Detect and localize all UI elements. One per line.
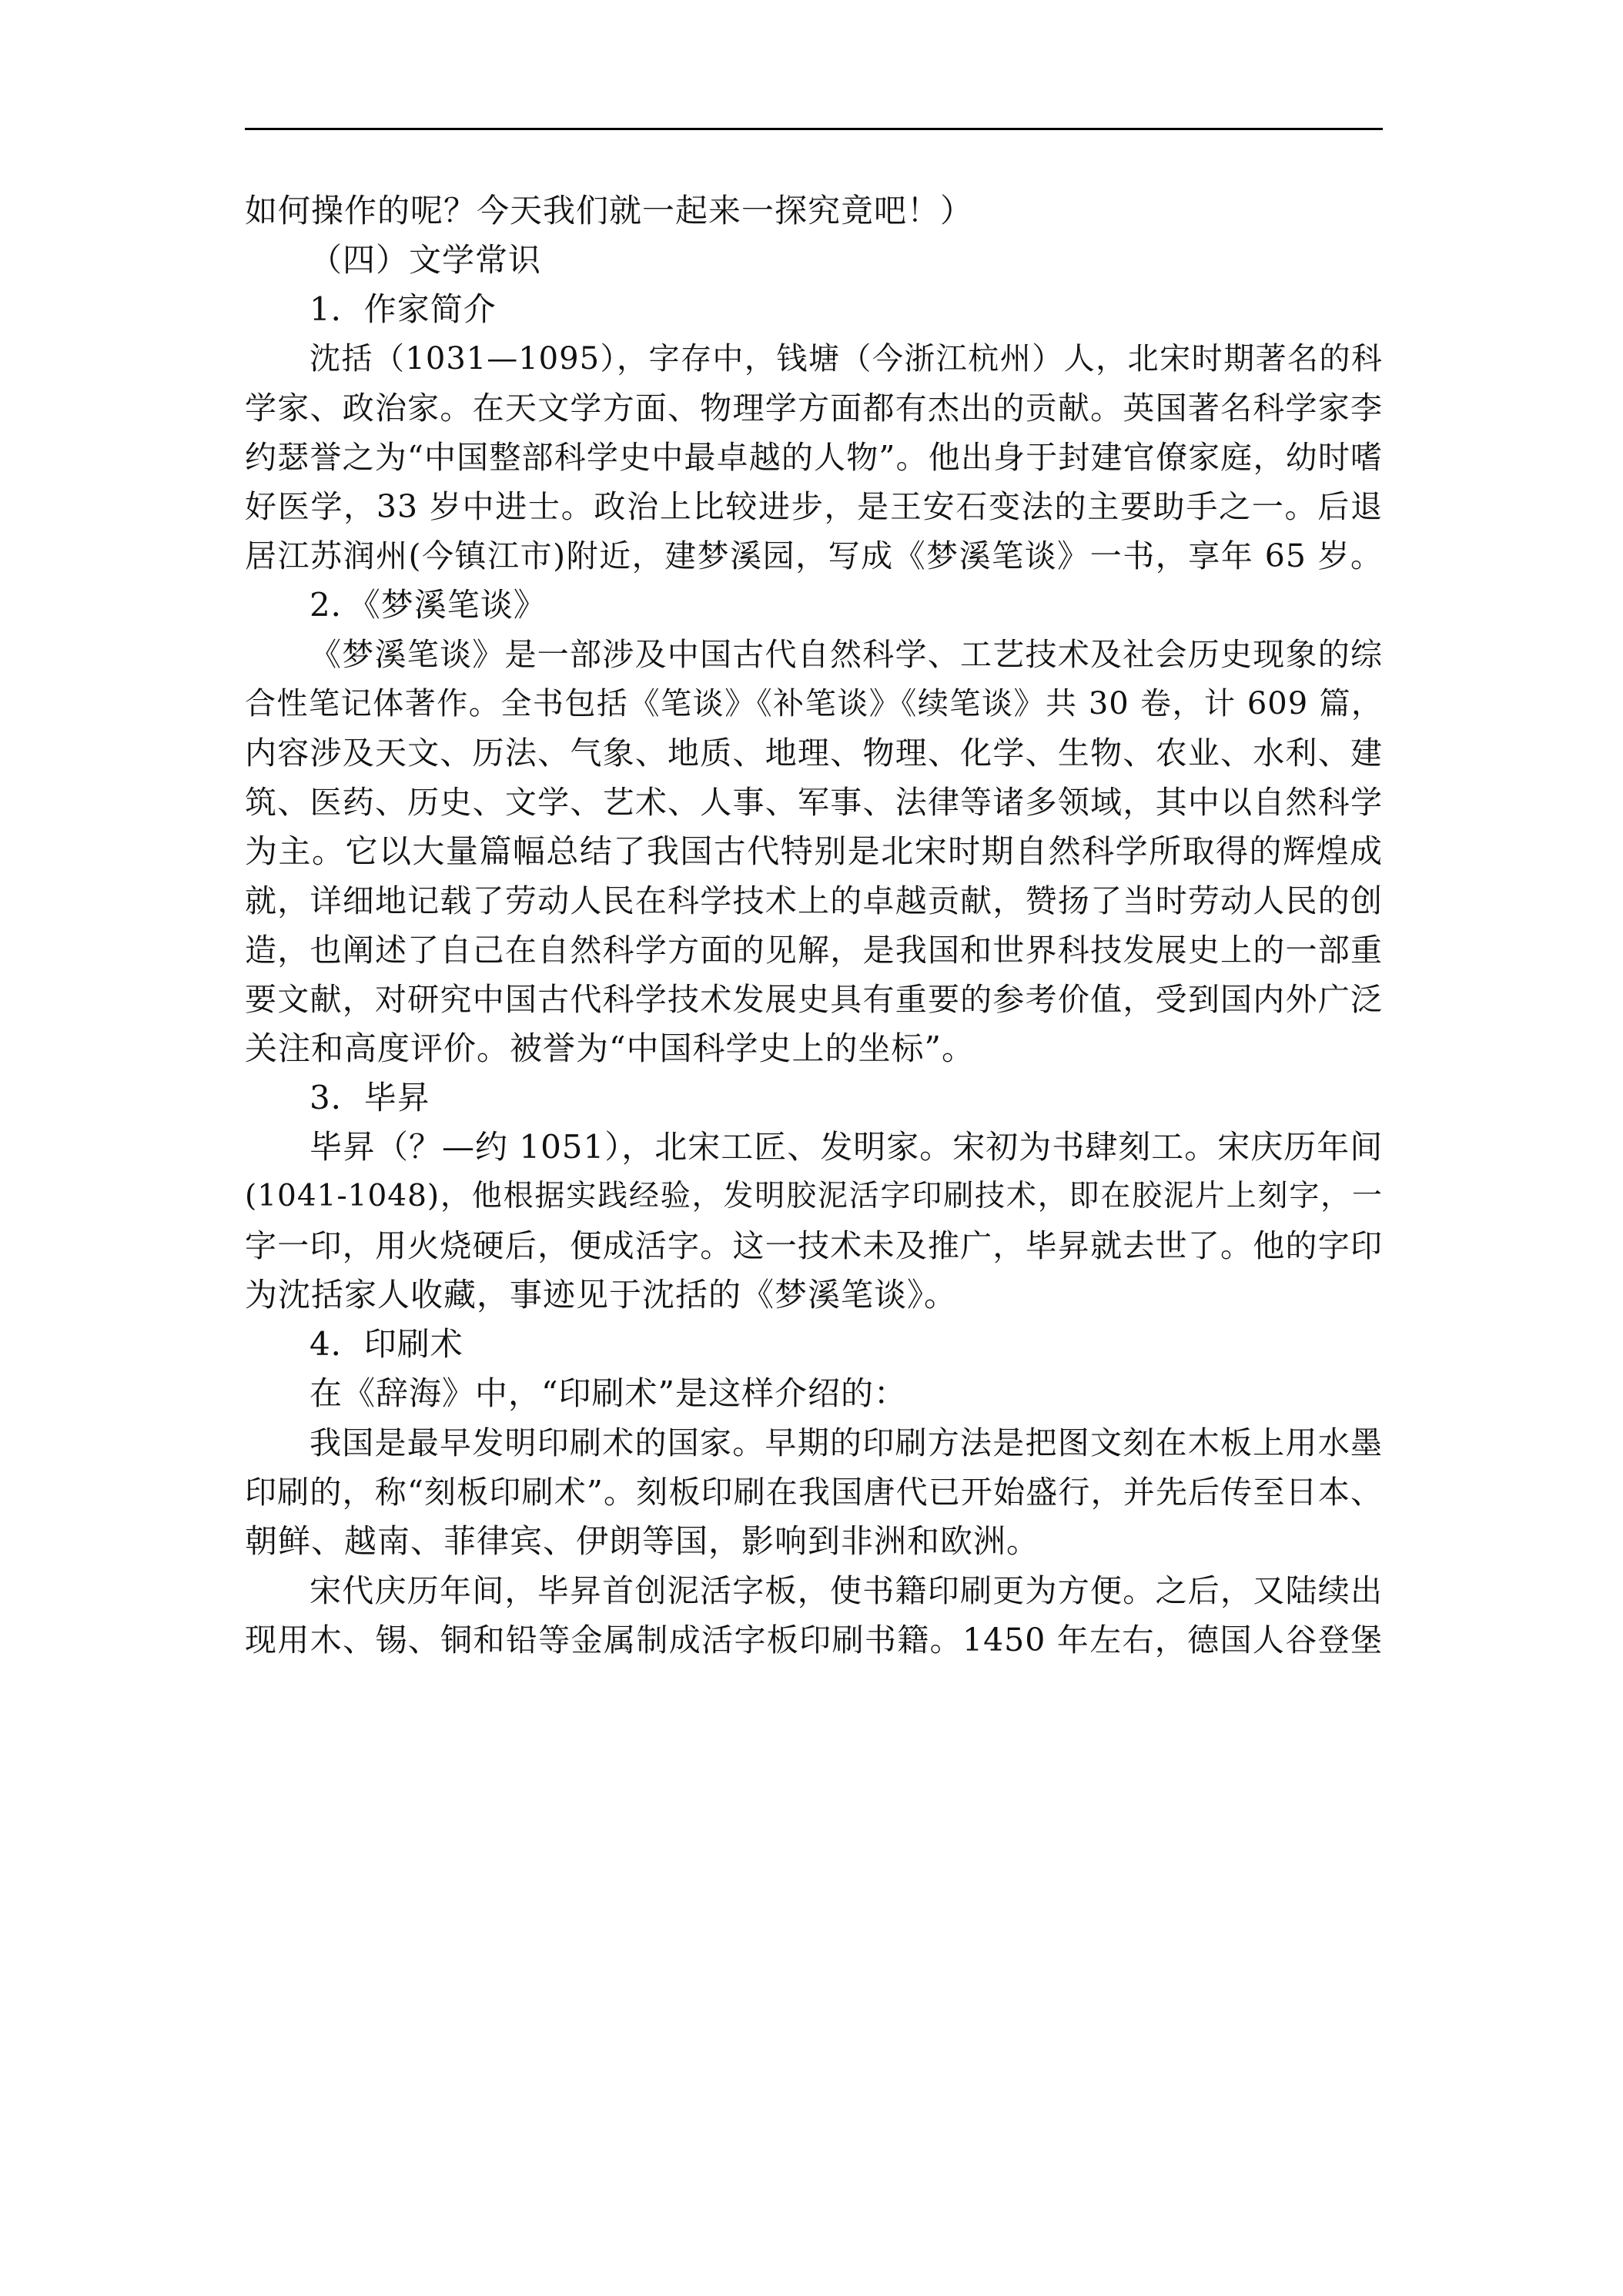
text-line: 1．作家简介	[310, 290, 497, 328]
text-line: 合性笔记体著作。全书包括《笔谈》《补笔谈》《续笔谈》共 30 卷，计 609 篇，	[245, 686, 1383, 721]
text-line: 宋代庆历年间，毕昇首创泥活字板，使书籍印刷更为方便。之后，又陆续出	[310, 1572, 1383, 1609]
text-line: 我国是最早发明印刷术的国家。早期的印刷方法是把图文刻在木板上用水墨	[310, 1424, 1383, 1461]
text-line: 学家、政治家。在天文学方面、物理学方面都有杰出的贡献。英国著名科学家李	[245, 390, 1383, 427]
text-line: 筑、医药、历史、文学、艺术、人事、军事、法律等诸多领域，其中以自然科学	[245, 784, 1383, 821]
text-line: 如何操作的呢？今天我们就一起来一探究竟吧！）	[245, 192, 974, 229]
text-line: 关注和高度评价。被誉为“中国科学史上的坐标”。	[245, 1029, 975, 1067]
text-line: 印刷的，称“刻板印刷术”。刻板印刷在我国唐代已开始盛行，并先后传至日本、	[245, 1474, 1383, 1511]
text-line: 造，也阐述了自己在自然科学方面的见解，是我国和世界科技发展史上的一部重	[245, 932, 1383, 969]
text-line: 沈括（1031—1095），字存中，钱塘（今浙江杭州）人，北宋时期著名的科	[310, 341, 1383, 377]
text-line: 毕昇（？—约 1051），北宋工匠、发明家。宋初为书肆刻工。宋庆历年间	[310, 1128, 1383, 1166]
text-line: 现用木、锡、铜和铅等金属制成活字板印刷书籍。1450 年左右，德国人谷登堡	[245, 1622, 1383, 1658]
body-text	[245, 186, 1383, 1665]
text-line: 就，详细地记载了劳动人民在科学技术上的卓越贡献，赞扬了当时劳动人民的创	[245, 882, 1383, 919]
text-line: 内容涉及天文、历法、气象、地质、地理、物理、化学、生物、农业、水利、建	[245, 735, 1383, 771]
header-rule	[245, 128, 1383, 130]
text-line: 好医学，33 岁中进士。政治上比较进步，是王安石变法的主要助手之一。后退	[245, 488, 1383, 525]
text-line: 字一印，用火烧硬后，便成活字。这一技术未及推广，毕昇就去世了。他的字印	[245, 1227, 1383, 1264]
text-line: 居江苏润州(今镇江市)附近，建梦溪园，写成《梦溪笔谈》一书，享年 65 岁。	[245, 537, 1383, 574]
text-line: 《梦溪笔谈》是一部涉及中国古代自然科学、工艺技术及社会历史现象的综	[310, 636, 1383, 673]
text-line: 约瑟誉之为“中国整部科学史中最卓越的人物”。他出身于封建官僚家庭，幼时嗜	[245, 439, 1383, 476]
text-line: (1041-1048)，他根据实践经验，发明胶泥活字印刷技术，即在胶泥片上刻字，一	[245, 1179, 1383, 1213]
text-line: 3．毕昇	[310, 1079, 430, 1116]
text-line: 2．《梦溪笔谈》	[310, 586, 547, 624]
text-line: 朝鲜、越南、菲律宾、伊朗等国，影响到非洲和欧洲。	[245, 1522, 1040, 1560]
text-line: 为沈括家人收藏，事迹见于沈括的《梦溪笔谈》。	[245, 1276, 958, 1314]
text-line: 在《辞海》中，“印刷术”是这样介绍的：	[310, 1374, 907, 1412]
text-line: （四）文学常识	[310, 241, 542, 279]
text-line: 为主。它以大量篇幅总结了我国古代特别是北宋时期自然科学所取得的辉煌成	[245, 832, 1383, 870]
text-line: 要文献，对研究中国古代科学技术发展史具有重要的参考价值，受到国内外广泛	[245, 981, 1383, 1018]
text-line: 4．印刷术	[310, 1325, 463, 1363]
